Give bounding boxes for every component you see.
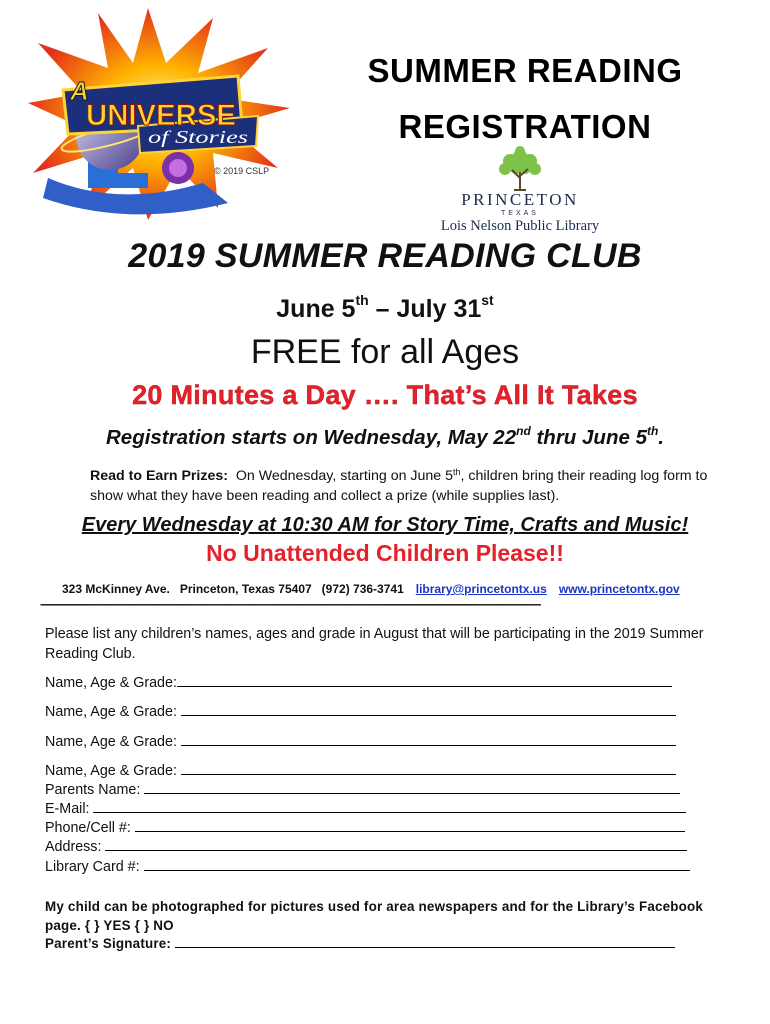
tree-icon	[496, 146, 544, 192]
earn-text-1: On Wednesday, starting on June 5	[227, 468, 454, 484]
contact-line	[62, 582, 762, 596]
name-age-grade-row-3[interactable]	[45, 733, 676, 750]
email-row[interactable]	[45, 800, 686, 817]
minutes-a-day-slogan: 20 Minutes a Day …. That’s All It Takes	[132, 380, 638, 410]
address-label: Address:	[45, 839, 106, 855]
phone-field[interactable]	[135, 819, 685, 832]
date-end-sup: st	[481, 292, 494, 308]
read-to-earn-paragraph	[90, 462, 730, 506]
phone-label: Phone/Cell #:	[45, 820, 135, 836]
name-age-grade-field-2[interactable]	[181, 703, 676, 716]
library-name: PRINCETON	[461, 190, 579, 209]
registration-sup-2: th	[646, 424, 659, 438]
parents-name-row[interactable]	[45, 781, 680, 798]
logo-of-stories: of Stories	[148, 127, 248, 147]
library-card-label: Library Card #:	[45, 859, 144, 875]
every-wednesday-notice: Every Wednesday at 10:30 AM for Story Time, Crafts and Music!	[81, 514, 689, 536]
earn-sup: th	[453, 467, 461, 477]
date-end: July 31	[396, 295, 482, 323]
logo-universe: UNIVERSE	[86, 99, 236, 132]
parents-name-label: Parents Name:	[45, 782, 145, 798]
library-state: TEXAS	[501, 210, 539, 217]
signature-row[interactable]	[45, 935, 675, 951]
registration-middle: thru June 5	[530, 426, 647, 449]
website-link[interactable]: www.princetontx.gov	[558, 582, 680, 596]
earn-label: Read to Earn Prizes:	[90, 468, 228, 484]
signature-label: Parent’s Signature:	[45, 936, 176, 951]
name-age-grade-label: Name, Age & Grade:	[45, 704, 181, 720]
library-card-field[interactable]	[144, 858, 690, 871]
registration-suffix: .	[658, 426, 664, 449]
logo-copyright: © 2019 CSLP	[214, 166, 270, 176]
free-for-all-ages: FREE for all Ages	[250, 333, 520, 371]
address-row[interactable]	[45, 838, 687, 855]
parents-name-field[interactable]	[144, 781, 680, 794]
library-subtitle: Lois Nelson Public Library	[440, 218, 600, 234]
date-sep: –	[368, 295, 397, 323]
photo-consent-text: My child can be photographed for pictures used for area newspapers and for the Library’s Facebook page. { } YES { } NO	[45, 899, 704, 933]
phone-row[interactable]	[45, 819, 685, 836]
name-age-grade-label: Name, Age & Grade:	[45, 763, 181, 779]
universe-of-stories-logo	[28, 8, 290, 220]
address-field[interactable]	[105, 838, 687, 851]
registration-prefix: Registration starts on Wednesday, May 22	[105, 426, 517, 449]
name-age-grade-label: Name, Age & Grade:	[45, 675, 177, 691]
date-start: June 5	[276, 295, 356, 323]
name-age-grade-row-1[interactable]	[45, 674, 672, 691]
registration-dates	[0, 424, 770, 450]
name-age-grade-row-2[interactable]	[45, 703, 676, 720]
club-title: 2019 SUMMER READING CLUB	[128, 237, 642, 275]
contact-address: 323 McKinney Ave. Princeton, Texas 75407 (972) 736-3741	[62, 582, 404, 596]
logo-a: A	[70, 76, 89, 106]
header-line-2: REGISTRATION	[398, 108, 652, 145]
form-instructions: Please list any children’s names, ages and grade in August that will be participating in the 2019 Summer Reading Club.	[45, 626, 704, 662]
email-label: E-Mail:	[45, 801, 94, 817]
email-field[interactable]	[93, 800, 686, 813]
cut-line-divider: -----------------------------------------------------------------------------------------------------------------------------------------------------------------------	[40, 597, 541, 611]
no-unattended-children-notice: No Unattended Children Please!!	[206, 540, 564, 566]
name-age-grade-label: Name, Age & Grade:	[45, 734, 181, 750]
name-age-grade-field-4[interactable]	[181, 762, 676, 775]
club-dates	[0, 292, 770, 324]
signature-field[interactable]	[175, 935, 675, 948]
date-start-sup: th	[355, 292, 369, 308]
name-age-grade-field-3[interactable]	[181, 733, 676, 746]
library-card-row[interactable]	[45, 858, 690, 875]
registration-sup-1: nd	[516, 424, 531, 438]
earn-text-2: , children bring their reading log form to show what they have been reading and collect a prize (while supplies last).	[90, 468, 708, 504]
name-age-grade-row-4[interactable]	[45, 762, 676, 779]
header-line-1: SUMMER READING	[367, 52, 683, 89]
email-link[interactable]: library@princetontx.us	[415, 582, 547, 596]
name-age-grade-field-1[interactable]	[177, 674, 672, 687]
